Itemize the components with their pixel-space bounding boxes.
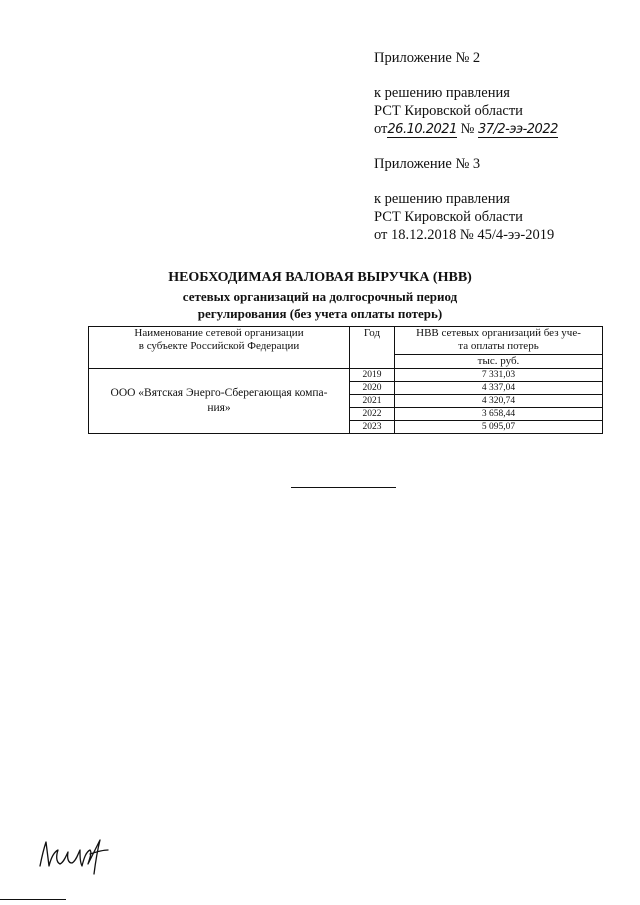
appendix-2-line1: к решению правления: [374, 85, 510, 101]
from-prefix: от: [374, 121, 388, 137]
table-row: [89, 369, 603, 382]
appendix-2-title: Приложение № 2: [374, 50, 481, 66]
appendix-3-block: [374, 155, 554, 244]
year-cell: 2022: [350, 408, 395, 421]
separator-line: [291, 487, 396, 488]
appendix-3-line3: от 18.12.2018 № 45/4-ээ-2019: [374, 227, 555, 243]
year-cell: 2023: [350, 421, 395, 434]
organization-name: ООО «Вятская Энерго-Сберегающая компа- ния»: [89, 369, 350, 434]
value-cell: 4 337,04: [395, 382, 603, 395]
appendix-3-line1: к решению правления: [374, 191, 510, 207]
footer-line: [0, 899, 66, 900]
value-cell: 7 331,03: [395, 369, 603, 382]
heading-line-1: НЕОБХОДИМАЯ ВАЛОВАЯ ВЫРУЧКА (НВВ): [168, 270, 472, 285]
value-cell: 5 095,07: [395, 421, 603, 434]
appendix-2-block: [374, 49, 558, 139]
handwritten-date: 26.10.2021: [387, 122, 457, 137]
header-organization: Наименование сетевой организации в субъекте Российской Федерации: [89, 327, 350, 369]
appendix-3-title: Приложение № 3: [374, 156, 481, 172]
number-sign: №: [460, 121, 475, 137]
appendix-3-line2: РСТ Кировской области: [374, 209, 523, 225]
header-year: Год: [350, 327, 395, 369]
header-unit: тыс. руб.: [395, 355, 603, 369]
year-cell: 2019: [350, 369, 395, 382]
year-cell: 2020: [350, 382, 395, 395]
value-cell: 4 320,74: [395, 395, 603, 408]
header-nvv: НВВ сетевых организаций без уче- та оплаты потерь: [395, 327, 603, 355]
heading-line-3: регулирования (без учета оплаты потерь): [197, 306, 443, 321]
appendix-2-line2: РСТ Кировской области: [374, 103, 523, 119]
handwritten-number: 37/2-ээ-2022: [477, 122, 558, 137]
appendix-2-decision-line: [374, 120, 558, 139]
value-cell: 3 658,44: [395, 408, 603, 421]
year-cell: 2021: [350, 395, 395, 408]
nvv-table: [88, 326, 603, 434]
handwritten-signature: [34, 828, 124, 876]
heading-line-2: сетевых организаций на долгосрочный период: [182, 289, 458, 304]
